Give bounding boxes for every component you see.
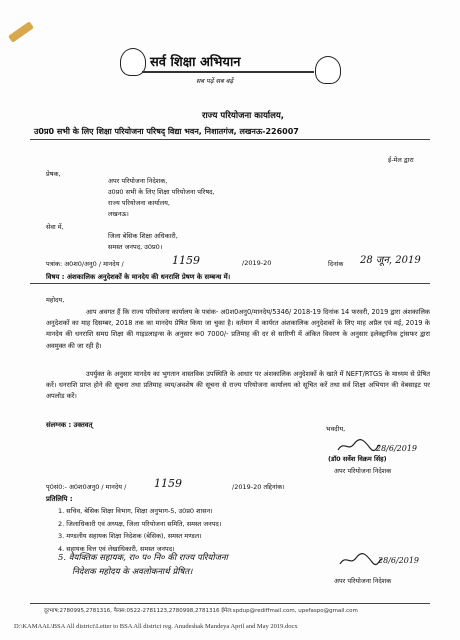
email-line: ई-मेल द्वारा — [388, 156, 414, 164]
footer-file-path: D:\KAMAAL\BSA All district\Letter to BSA All district reg. Anudeshak Mandeya April and May 2019.docx — [14, 623, 298, 630]
pencil-logo-icon — [8, 21, 34, 42]
recipient-line: जिला बेसिक शिक्षा अधिकारी, — [108, 232, 178, 240]
tagline: सब पढ़ें सब बढ़ें — [196, 77, 234, 85]
closing: भवदीय, — [326, 425, 346, 433]
subject-line: विषय : अंशकालिक अनुदेशकों के मानदेय की धनराशि प्रेषण के सम्बन्ध में। — [46, 273, 231, 281]
copy-list — [58, 505, 221, 555]
copy-reference: पृ0सं0:- अ0श0अनु0 / मानदेय / — [46, 483, 127, 491]
recipient-line: समस्त जनपद, उ0प्र0। — [108, 243, 163, 251]
office-title: राज्य परियोजना कार्यालय, — [202, 111, 285, 121]
copy-item: 4. सहायक वित्त एवं लेखाधिकारी, समस्त जनपद। — [58, 544, 175, 553]
subject-divider — [30, 283, 430, 284]
reference-number: पत्रांक: अ0श0/अनु0 / मानदेय / — [46, 260, 124, 268]
signatory-name: (डॉ0 सर्वेश विक्रम सिंह) — [328, 455, 387, 463]
sender-label: प्रेषक, — [46, 170, 61, 178]
girl-figure-icon — [315, 56, 341, 84]
recipient-label: सेवा में, — [46, 223, 64, 231]
salutation: महोदय, — [46, 296, 65, 304]
logo-title: सर्व शिक्षा अभियान — [150, 55, 241, 70]
sender-line: लखनऊ। — [108, 210, 129, 218]
signatory-2-title: अपर परियोजना निदेशक — [334, 577, 392, 585]
date-label: दिनांक — [328, 260, 344, 268]
copy-label: प्रतिलिपि : — [46, 495, 73, 503]
copy-item-handwritten-2: निदेशक महोदय के अवलोकनार्थ प्रेषित। — [72, 567, 193, 577]
signatory-title: अपर परियोजना निदेशक — [334, 467, 392, 475]
copy-item: 1. सचिव, बेसिक शिक्षा विभाग, शिक्षा अनुभाग-5, उ0प्र0 शासन। — [58, 507, 213, 515]
copy-item: 2. जिलाधिकारी एवं अध्यक्ष, जिला परियोजना समिति, समस्त जनपद। — [58, 519, 222, 528]
handwritten-number: 1159 — [172, 254, 200, 267]
reference-year: /2019-20 — [242, 259, 272, 267]
sender-block — [108, 176, 215, 220]
enclosure-line: संलग्नक : उक्तवत् — [46, 421, 93, 429]
sender-line: अपर परियोजना निदेशक, — [108, 177, 168, 185]
body-paragraph-2: उपर्युक्त के अनुसार मानदेय का भुगतान वास्तविक उपस्थिति के आधार पर अंशकालिक अनुदेशकों के खाते में NEFT/RTGS के माध्यम से प्रेषित करें। धनराशि प्राप्त होने की सूचना तथा प्रतिमाह व्यय/अवशेष की सूचना से राज्य परियोजना कार्यालय को सूचित करें तथा सर्व शिक्षा अभियान की वेबसाइट पर अपलोड करें। — [46, 370, 430, 401]
copy-handwritten-number: 1159 — [154, 477, 182, 490]
signature-1-date: 28/6/2019 — [376, 444, 418, 453]
header-divider — [30, 139, 430, 140]
footer-contact: दूरभाष:2780995,2781316, फैक्स:0522-2781123,2780998,2781316 ईमेल:spdup@rediffmail.com, upefaspo@gmail.com — [44, 608, 358, 614]
sender-line: राज्य परियोजना कार्यालय, — [108, 199, 170, 207]
logo-underline — [142, 71, 314, 73]
signature-2-date: 28/6/2019 — [378, 556, 420, 565]
copy-reference-year: /2019-20 तद्दिनांक। — [232, 483, 285, 491]
recipient-block — [108, 231, 178, 253]
office-address: उ0प्र0 सभी के लिए शिक्षा परियोजना परिषद् विद्या भवन, निशातगंज, लखनऊ-226007 — [34, 127, 299, 136]
sender-line: उ0प्र0 सभी के लिए शिक्षा परियोजना परिषद, — [108, 188, 215, 196]
copy-item-handwritten: 5. वैयक्तिक सहायक, रा० प० नि० की राज्य परियोजना — [58, 553, 228, 563]
footer-divider — [30, 603, 430, 604]
body-paragraph-1: आप अवगत हैं कि राज्य परियोजना कार्यालय के पत्रांक- अ0श0अनु0/मानदेय/5346/ 2018-19 दिनांक 14 फरवरी, 2019 द्वारा अंशकालिक अनुदेशकों का माह दिसम्बर, 2018 तक का मानदेय प्रेषित किया जा चुका है। वर्तमान में कार्यरत अंशकालिक अनुदेशकों के लिए माह अप्रैल एवं मई, 2019 के मानदेय की धनराशि समग्र शिक्षा की गाइडलाइन्स के अनुसार रू0 7000/- प्रतिमाह की दर से सारिणी में अंकित विवरण के अनुसार इलेक्ट्रानिक ट्रांसफर द्वारा अवमुक्त की जा रही है। — [46, 308, 430, 350]
copy-item: 3. मण्डलीय सहायक शिक्षा निदेशक (बेसिक), समस्त मण्डल। — [58, 532, 202, 540]
handwritten-date: 28 जून, 2019 — [360, 255, 421, 266]
